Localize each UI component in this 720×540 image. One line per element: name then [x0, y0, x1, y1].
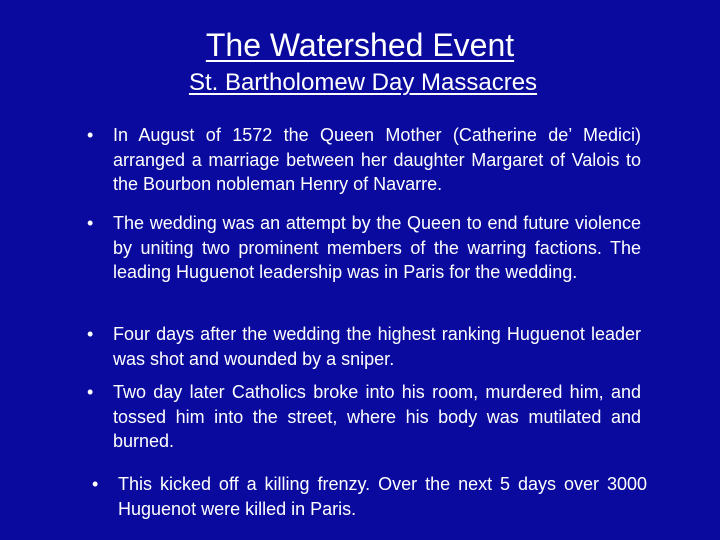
bullet-text: The wedding was an attempt by the Queen to end future violence by uniting two prominent members of the warring factions. The leading Huguenot leadership was in Paris for the wedding. [113, 213, 641, 282]
slide-title: The Watershed Event [205, 27, 515, 63]
bullet-icon: • [92, 474, 99, 494]
bullet-icon: • [87, 324, 94, 344]
bullet-icon: • [87, 213, 94, 233]
bullet-icon: • [87, 125, 94, 145]
bullet-text: This kicked off a killing frenzy. Over the next 5 days over 3000 Huguenot were killed in Paris. [118, 474, 647, 519]
bullet-text: Two day later Catholics broke into his room, murdered him, and tossed him into the street, where his body was mutilated and burned. [113, 382, 641, 451]
bullet-icon: • [87, 382, 94, 402]
slide-subtitle: St. Bartholomew Day Massacres [188, 69, 538, 96]
bullet-text: In August of 1572 the Queen Mother (Catherine de’ Medici) arranged a marriage between her daughter Margaret of Valois to the Bourbon nobleman Henry of Navarre. [113, 125, 641, 194]
bullet-text: Four days after the wedding the highest ranking Huguenot leader was shot and wounded by a sniper. [113, 324, 641, 369]
